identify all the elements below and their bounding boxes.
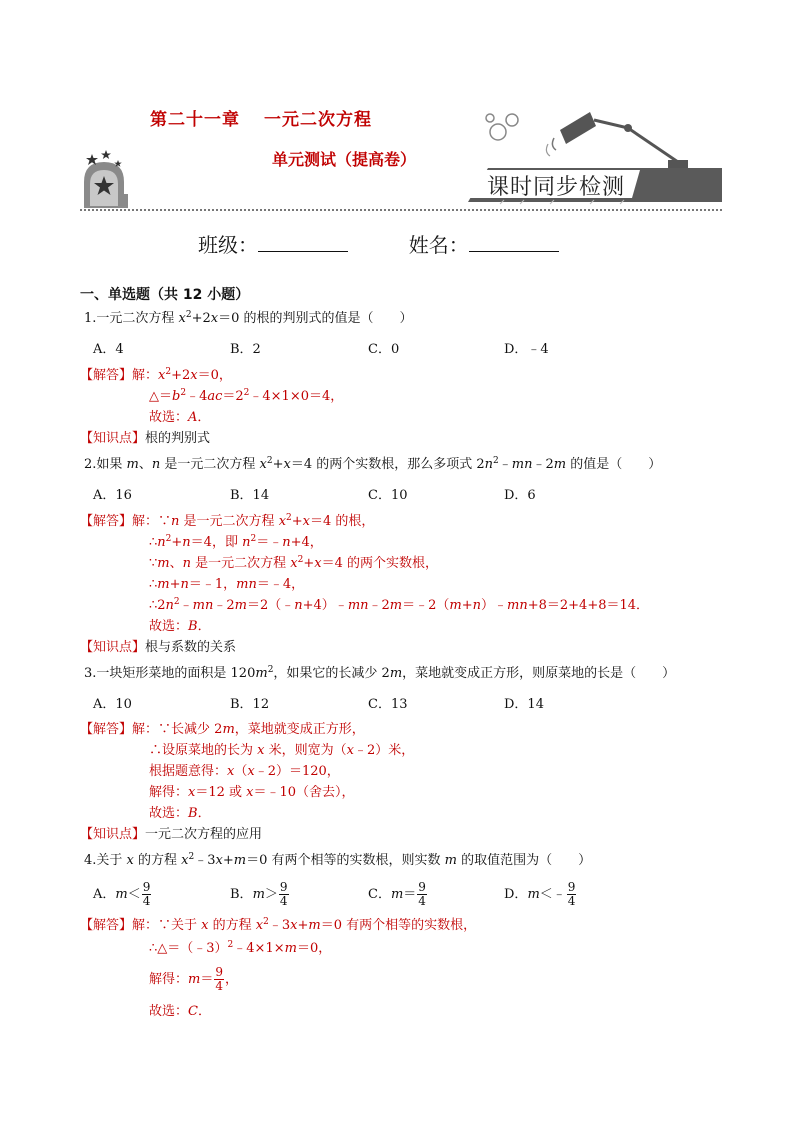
q4-solution-line-3: 解得：m＝ $\frac{9}{4}$ ， (149, 965, 239, 993)
q3-option-a: A．10 (93, 697, 132, 712)
bubbles-icon (486, 114, 518, 140)
knowledge-label: 【知识点】 (80, 640, 146, 655)
q4-option-d: D．m＜﹣ $\frac{9}{4}$ (504, 880, 576, 908)
q2-knowledge (80, 640, 236, 656)
chapter-number: 第二十一章 (150, 110, 240, 130)
q1-option-d: D．﹣4 (504, 342, 549, 357)
fraction: $\frac{9}{4}$ (418, 880, 426, 908)
answer-label: 【解答】 (80, 368, 133, 383)
q3-stem: 3.一块矩形菜地的面积是 $120m^2$，如果它的长减少 2m，菜地就变成正方形，则原菜地的长是（ ） (84, 665, 676, 681)
q2-stem: 2.如果 m、n 是一元二次方程 $x^2+x=4$ 的两个实数根，那么多项式 $2n^2﹣mn﹣2m$ 的值是（ ） (84, 456, 662, 472)
fraction: $\frac{9}{4}$ (142, 880, 151, 908)
q1-option-a: A．4 (93, 342, 124, 357)
answer-label: 【解答】 (80, 514, 133, 529)
q2-solution-line-5: $\therefore 2n^2﹣mn﹣2m=2(﹣n+4)﹣mn﹣2m=﹣2(m+n)﹣mn+8=2+4+8=14$． (149, 597, 650, 613)
q2-solution-line-6: 故选：B． (149, 619, 211, 634)
fraction: $\frac{9}{4}$ (279, 880, 288, 908)
q3-solution-line-2: ∴设原菜地的长为 x 米，则宽为（x﹣2）米， (149, 743, 415, 758)
chapter-title (150, 105, 372, 130)
solve-label: 解： (132, 918, 159, 933)
q2-solution-line-3: ∵m、n 是一元二次方程 $x^2+x=4$ 的两个实数根， (149, 555, 438, 571)
q2-solution-line-1: 【解答】解：∵n 是一元二次方程 $x^2+x=4$ 的根， (80, 513, 375, 529)
q2-option-d: D．6 (504, 488, 536, 503)
chapter-name: 一元二次方程 (264, 110, 372, 130)
q4-option-c: C．m＝ $\frac{9}{4}$ (368, 880, 426, 908)
q1-solution-line-2: $\triangle=b^2﹣4ac=2^2﹣4\times 1\times 0=4$， (149, 388, 344, 404)
solve-label: 解： (132, 514, 159, 529)
q3-knowledge-text: 一元二次方程的应用 (145, 827, 263, 842)
q1-solution-line-3: 故选：A． (149, 410, 211, 425)
name-blank[interactable] (469, 233, 559, 252)
q1-knowledge (80, 431, 210, 447)
solve-label: 解： (132, 722, 159, 737)
fraction: $\frac{9}{4}$ (567, 880, 576, 908)
q3-solution-line-3: 根据题意得：x（x﹣2）＝120， (149, 764, 340, 779)
q4-solution-line-1: 【解答】解：∵关于 x 的方程 $x^2﹣3x+m=0$ 有两个相等的实数根， (80, 917, 477, 933)
q2-option-b: B．14 (230, 488, 270, 503)
answer-label: 【解答】 (80, 722, 133, 737)
q1-knowledge-text: 根的判别式 (145, 431, 211, 446)
q2-option-c: C．10 (368, 488, 408, 503)
q4-stem: 4.关于 x 的方程 $x^2﹣3x+m=0$ 有两个相等的实数根，则实数 m 的取值范围为（ ） (84, 852, 592, 868)
class-blank[interactable] (258, 233, 348, 252)
because-symbol: ∵ (158, 514, 172, 529)
q1-option-b: B．2 (230, 342, 261, 357)
q2-solution-line-2: $\therefore n^2+n=4$，即 $n^2=﹣n+4$， (149, 534, 323, 550)
q3-solution-line-4: 解得：x＝12 或 x＝﹣10（舍去）， (149, 785, 355, 800)
q2-solution-line-4: ∴m+n＝﹣1，mn＝﹣4， (149, 577, 305, 592)
q3-solution-line-1: 【解答】解：∵长减少 2m，菜地就变成正方形， (80, 722, 365, 737)
fraction: $\frac{9}{4}$ (215, 965, 223, 993)
test-subtitle: 单元测试（提高卷） (272, 150, 417, 169)
q3-option-b: B．12 (230, 697, 270, 712)
answer-label: 【解答】 (80, 918, 133, 933)
q4-option-a: A．m＜ $\frac{9}{4}$ (93, 880, 151, 908)
q3-option-d: D．14 (504, 697, 544, 712)
desk-lamp-icon (546, 112, 688, 168)
star-badge-icon (84, 150, 124, 208)
q1-solution-line-1: 【解答】解：$x^2+2x=0$， (80, 367, 232, 383)
q3-option-c: C．13 (368, 697, 408, 712)
knowledge-label: 【知识点】 (80, 431, 146, 446)
q1-stem: 1.一元二次方程 $x^2+2x=0$ 的根的判别式的值是（ ） (84, 310, 413, 326)
q3-solution-line-5: 故选：B． (149, 806, 211, 821)
q4-solution-line-4: 故选：C． (149, 1004, 211, 1019)
brand-label: 课时同步检测 (487, 175, 626, 200)
knowledge-label: 【知识点】 (80, 827, 146, 842)
q4-option-b: B．m＞ $\frac{9}{4}$ (230, 880, 288, 908)
q4-solution-line-2: ∴△＝（﹣3）$^2$﹣4×1×m＝0， (149, 940, 332, 956)
section-title: 一、单选题（共 12 小题） (80, 287, 250, 303)
student-info-line (198, 229, 559, 258)
class-label: 班级： (198, 233, 258, 257)
q1-option-c: C．0 (368, 342, 400, 357)
q2-option-a: A．16 (93, 488, 132, 503)
q2-knowledge-text: 根与系数的关系 (145, 640, 237, 655)
name-label: 姓名： (408, 233, 469, 257)
q3-knowledge (80, 827, 262, 843)
solve-label: 解： (132, 368, 159, 383)
